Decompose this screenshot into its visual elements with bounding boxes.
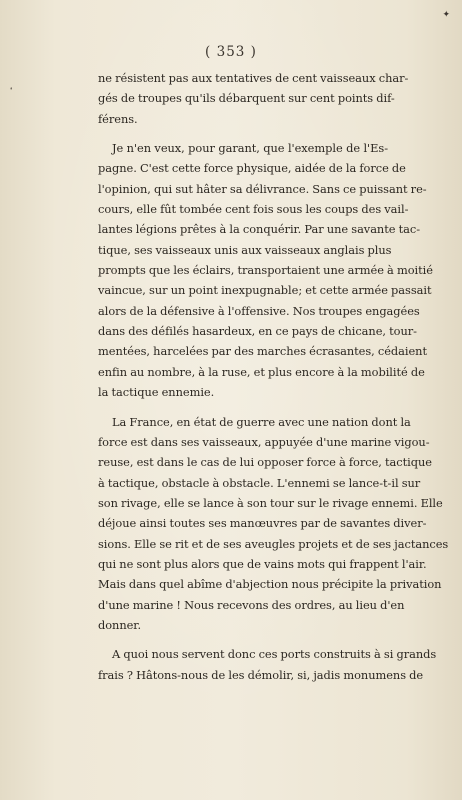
text-line: vaincue, sur un point inexpugnable; et cette armée passait xyxy=(98,283,432,298)
text-line: à tactique, obstacle à obstacle. L'ennemi se lance-t-il sur xyxy=(98,475,421,490)
text-line: frais ? Hâtons-nous de les démolir, si, jadis monumens de xyxy=(98,667,424,682)
text-line: pagne. C'est cette force physique, aidée de la force de xyxy=(98,161,406,176)
text-line: cours, elle fût tombée cent fois sous les coups des vail- xyxy=(98,202,409,217)
margin-mark: ❛ xyxy=(10,86,13,94)
text-line: d'une marine ! Nous recevons des ordres, au lieu d'en xyxy=(98,597,405,612)
text-line: enfin au nombre, à la ruse, et plus encore à la mobilité de xyxy=(98,364,425,379)
corner-ornament: ✦ xyxy=(442,10,450,20)
text-line: lantes légions prêtes à la conquérir. Par une savante tac- xyxy=(98,222,421,237)
text-line: gés de troupes qu'ils débarquent sur cent points dif- xyxy=(98,91,395,106)
text-line: son rivage, elle se lance à son tour sur le rivage ennemi. Elle xyxy=(98,495,443,510)
text-line: dans des défilés hasardeux, en ce pays de chicane, tour- xyxy=(98,324,417,339)
paragraph-gap xyxy=(98,403,388,412)
text-line: qui ne sont plus alors que de vains mots qui frappent l'air. xyxy=(98,556,427,571)
page-number: ( 353 ) xyxy=(205,44,257,60)
text-line: la tactique ennemie. xyxy=(98,385,215,400)
text-line: donner. xyxy=(98,617,142,632)
text-line: alors de la défensive à l'offensive. Nos troupes engagées xyxy=(98,303,420,318)
text-line: prompts que les éclairs, transportaient une armée à moitié xyxy=(98,263,433,278)
paragraph-gap xyxy=(98,129,388,138)
text-line: déjoue ainsi toutes ses manœuvres par de savantes diver- xyxy=(98,516,427,531)
text-line: ne résistent pas aux tentatives de cent vaisseaux char- xyxy=(98,71,409,85)
body-text xyxy=(98,68,449,685)
text-line: La France, en état de guerre avec une nation dont la xyxy=(112,414,411,429)
text-line: tique, ses vaisseaux unis aux vaisseaux anglais plus xyxy=(98,242,392,257)
text-line: reuse, est dans le cas de lui opposer force à force, tactique xyxy=(98,455,432,470)
text-line: l'opinion, qui sut hâter sa délivrance. Sans ce puissant re- xyxy=(98,181,427,196)
text-line: Mais dans quel abîme d'abjection nous précipite la privation xyxy=(98,577,442,592)
text-line: sions. Elle se rit et de ses aveugles projets et de ses jactances xyxy=(98,536,449,551)
text-line: force est dans ses vaisseaux, appuyée d'une marine vigou- xyxy=(98,434,430,449)
paragraph-gap xyxy=(98,635,388,644)
text-line: mentées, harcelées par des marches écrasantes, cédaient xyxy=(98,344,428,359)
text-line: férens. xyxy=(98,111,138,126)
text-line: A quoi nous servent donc ces ports construits à si grands xyxy=(112,647,437,662)
text-line: Je n'en veux, pour garant, que l'exemple de l'Es- xyxy=(112,141,388,156)
